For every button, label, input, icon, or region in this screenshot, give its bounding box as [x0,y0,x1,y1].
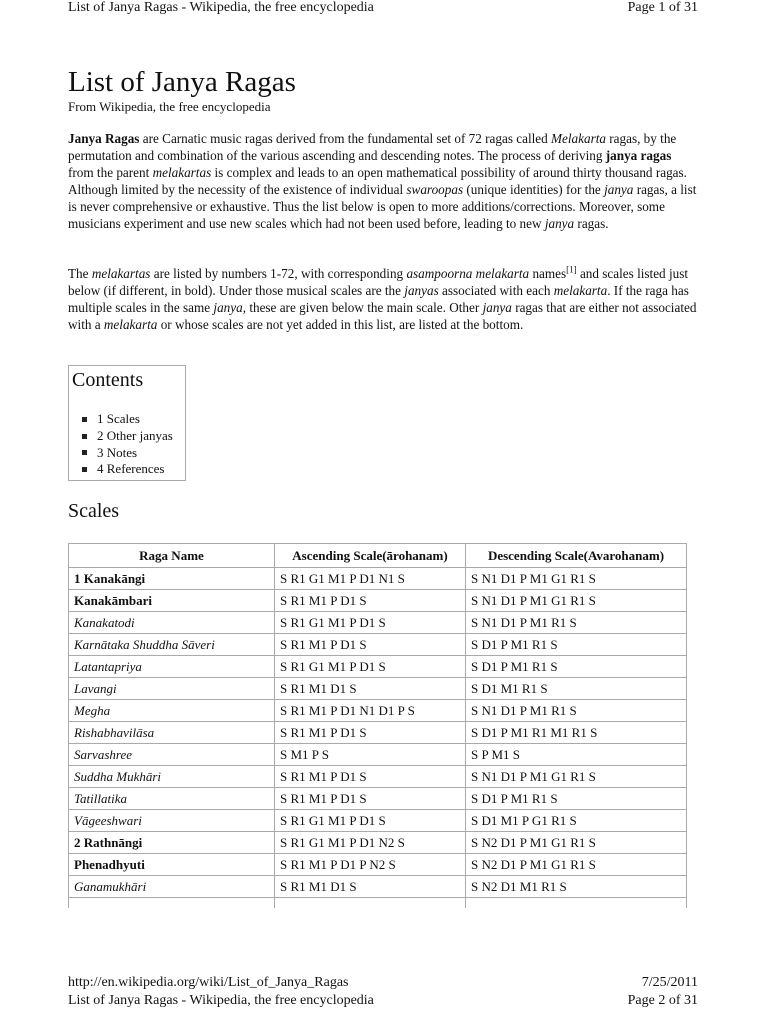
column-header-ascending: Ascending Scale(ārohanam) [275,544,466,568]
toc-item-notes[interactable] [82,445,173,462]
ascending-scale-cell: S M1 P S [275,744,466,766]
raga-name-cell[interactable]: 1 Kanakāngi [69,568,275,590]
ascending-scale-cell: S R1 G1 M1 P D1 N1 S [275,568,466,590]
descending-scale-cell: S P M1 S [466,744,687,766]
descending-scale-cell: S D1 M1 R1 S [466,678,687,700]
italic-term: melakarta [103,316,158,332]
ascending-scale-cell: S R1 M1 P D1 P N2 S [275,854,466,876]
text-run: The [68,266,92,281]
text-run: or whose scales are not yet added in this list, are listed at the bottom. [157,316,524,332]
table-row [69,722,687,744]
text-run: ragas. [574,215,609,231]
intro-paragraph [68,131,700,232]
descending-scale-cell: S N2 D1 P M1 G1 R1 S [466,854,687,876]
descending-scale-cell: S D1 M1 P G1 R1 S [466,810,687,832]
bullet-icon [82,467,87,472]
text-run: are listed by numbers 1-72, with corresponding [150,266,407,281]
table-row-continued [69,898,687,908]
descending-scale-cell: S N1 D1 P M1 R1 S [466,612,687,634]
text-run: ragas, by the permutation and combination of the various ascending and descending notes. The process of deriving [68,131,677,163]
column-header-descending: Descending Scale(Avarohanam) [466,544,687,568]
ascending-scale-cell: S R1 G1 M1 P D1 N2 S [275,832,466,854]
raga-name-cell[interactable]: Kanakāmbari [69,590,275,612]
italic-term: janya [482,299,512,315]
text-run: ragas that are either not associated with a [68,299,697,332]
print-footer [68,975,698,991]
ascending-scale-cell: S R1 M1 P D1 S [275,590,466,612]
table-row [69,876,687,898]
next-header-page-number: Page 2 of 31 [627,993,698,1008]
toc-item-references[interactable] [82,461,173,478]
descending-scale-cell: S D1 P M1 R1 S [466,656,687,678]
text-run: ragas, a list is never comprehensive or exhaustive. Thus the list below is open to more additions/corrections. Moreover, some musicians experiment and use new scales which had not been used before, leading to new [68,181,697,231]
ascending-scale-cell: S R1 M1 P D1 S [275,634,466,656]
italic-term: swaroopas [406,181,464,197]
descending-scale-cell: S D1 P M1 R1 M1 R1 S [466,722,687,744]
ascending-scale-cell: S R1 M1 P D1 S [275,766,466,788]
ascending-scale-cell: S R1 M1 P D1 N1 D1 P S [275,700,466,722]
table-row [69,766,687,788]
raga-name-cell: Tatillatika [69,788,275,810]
text-run: associated with each [438,282,554,298]
raga-name-cell: Latantapriya [69,656,275,678]
raga-name-cell: Ganamukhāri [69,876,275,898]
toc-item-other-janyas[interactable] [82,428,173,445]
bullet-icon [82,417,87,422]
descending-scale-cell: S N2 D1 P M1 G1 R1 S [466,832,687,854]
ascending-scale-cell: S R1 M1 P D1 S [275,722,466,744]
text-run: are Carnatic music ragas derived from the fundamental set of 72 ragas called [139,131,552,146]
descending-scale-cell: S D1 P M1 R1 S [466,634,687,656]
print-header [68,0,698,16]
table-row [69,568,687,590]
raga-name-cell: Vāgeeshwari [69,810,275,832]
text-run: from the parent [68,164,153,180]
descending-scale-cell: S D1 P M1 R1 S [466,788,687,810]
empty-cell [69,898,275,908]
ascending-scale-cell: S R1 M1 D1 S [275,678,466,700]
ascending-scale-cell: S R1 M1 P D1 S [275,788,466,810]
text-run: . If the raga has multiple scales in the same [68,282,689,315]
descending-scale-cell: S N1 D1 P M1 G1 R1 S [466,568,687,590]
descending-scale-cell: S N1 D1 P M1 G1 R1 S [466,590,687,612]
descending-scale-cell: S N1 D1 P M1 G1 R1 S [466,766,687,788]
table-row [69,656,687,678]
table-row [69,700,687,722]
bold-term: janya ragas [605,147,672,163]
raga-name-cell: Karnātaka Shuddha Sāveri [69,634,275,656]
text-run: names [529,266,567,281]
descending-scale-cell: S N1 D1 P M1 R1 S [466,700,687,722]
column-header-raga-name: Raga Name [69,544,275,568]
toc-item-label[interactable]: 1 Scales [97,411,140,426]
ascending-scale-cell: S R1 G1 M1 P D1 S [275,612,466,634]
table-row [69,788,687,810]
table-row [69,612,687,634]
table-row [69,590,687,612]
raga-name-cell[interactable]: 2 Rathnāngi [69,832,275,854]
raga-name-cell: Sarvashree [69,744,275,766]
empty-cell [466,898,687,908]
scales-table-body [69,568,687,908]
italic-term: melakartas [152,164,212,180]
bullet-icon [82,450,87,455]
scales-table [68,543,687,908]
italic-term: janyas [404,282,439,298]
text-run: (unique identities) for the [463,181,605,197]
table-row [69,832,687,854]
header-page-number: Page 1 of 31 [627,0,698,15]
italic-term: janya [544,215,575,231]
table-of-contents [68,365,186,481]
descending-scale-cell: S N2 D1 M1 R1 S [466,876,687,898]
table-row [69,744,687,766]
empty-cell [275,898,466,908]
italic-term: janya [604,181,634,197]
listing-paragraph [68,266,700,334]
text-run: , these are given below the main scale. Other [242,299,483,315]
bold-term: Janya Ragas [68,131,140,146]
toc-item-label[interactable]: 4 References [97,461,165,477]
toc-list [82,411,173,478]
header-doc-title: List of Janya Ragas - Wikipedia, the free encyclopedia [68,0,374,15]
toc-item-label[interactable]: 3 Notes [97,444,138,460]
italic-term: melakarta [553,282,608,298]
table-row [69,678,687,700]
table-row [69,854,687,876]
toc-item-label[interactable]: 2 Other janyas [97,427,173,443]
text-run: is complex and leads to an open mathematical possibility of around thirty thousand ragas. Although limited by the necessity of the existence of individual [68,164,687,197]
toc-title: Contents [72,369,144,391]
raga-name-cell: Megha [69,700,275,722]
italic-term: janya [213,299,243,315]
italic-term: asampoorna melakarta [406,266,530,281]
ascending-scale-cell: S R1 G1 M1 P D1 S [275,810,466,832]
raga-name-cell: Kanakatodi [69,612,275,634]
next-header-doc-title: List of Janya Ragas - Wikipedia, the free encyclopedia [68,993,374,1008]
bullet-icon [82,434,87,439]
raga-name-cell: Suddha Mukhāri [69,766,275,788]
ascending-scale-cell: S R1 G1 M1 P D1 S [275,656,466,678]
raga-name-cell: Lavangi [69,678,275,700]
section-title-scales: Scales [68,500,120,522]
next-page-header [68,993,698,1009]
site-subtitle: From Wikipedia, the free encyclopedia [68,99,271,114]
raga-name-cell[interactable]: Phenadhyuti [69,854,275,876]
page-title: List of Janya Ragas [68,66,296,98]
ascending-scale-cell: S R1 M1 D1 S [275,876,466,898]
citation-link[interactable]: [1] [566,264,577,275]
italic-term: melakartas [91,266,151,281]
table-row [69,634,687,656]
italic-term: Melakarta [551,131,606,146]
footer-url[interactable]: http://en.wikipedia.org/wiki/List_of_Janya_Ragas [68,975,349,990]
table-row [69,810,687,832]
footer-date: 7/25/2011 [641,975,698,990]
raga-name-cell: Rishabhavilāsa [69,722,275,744]
toc-item-scales[interactable] [82,411,173,428]
table-header-row [69,544,687,568]
text-run: and scales listed just below (if different, in bold). Under those musical scales are the [68,266,688,298]
